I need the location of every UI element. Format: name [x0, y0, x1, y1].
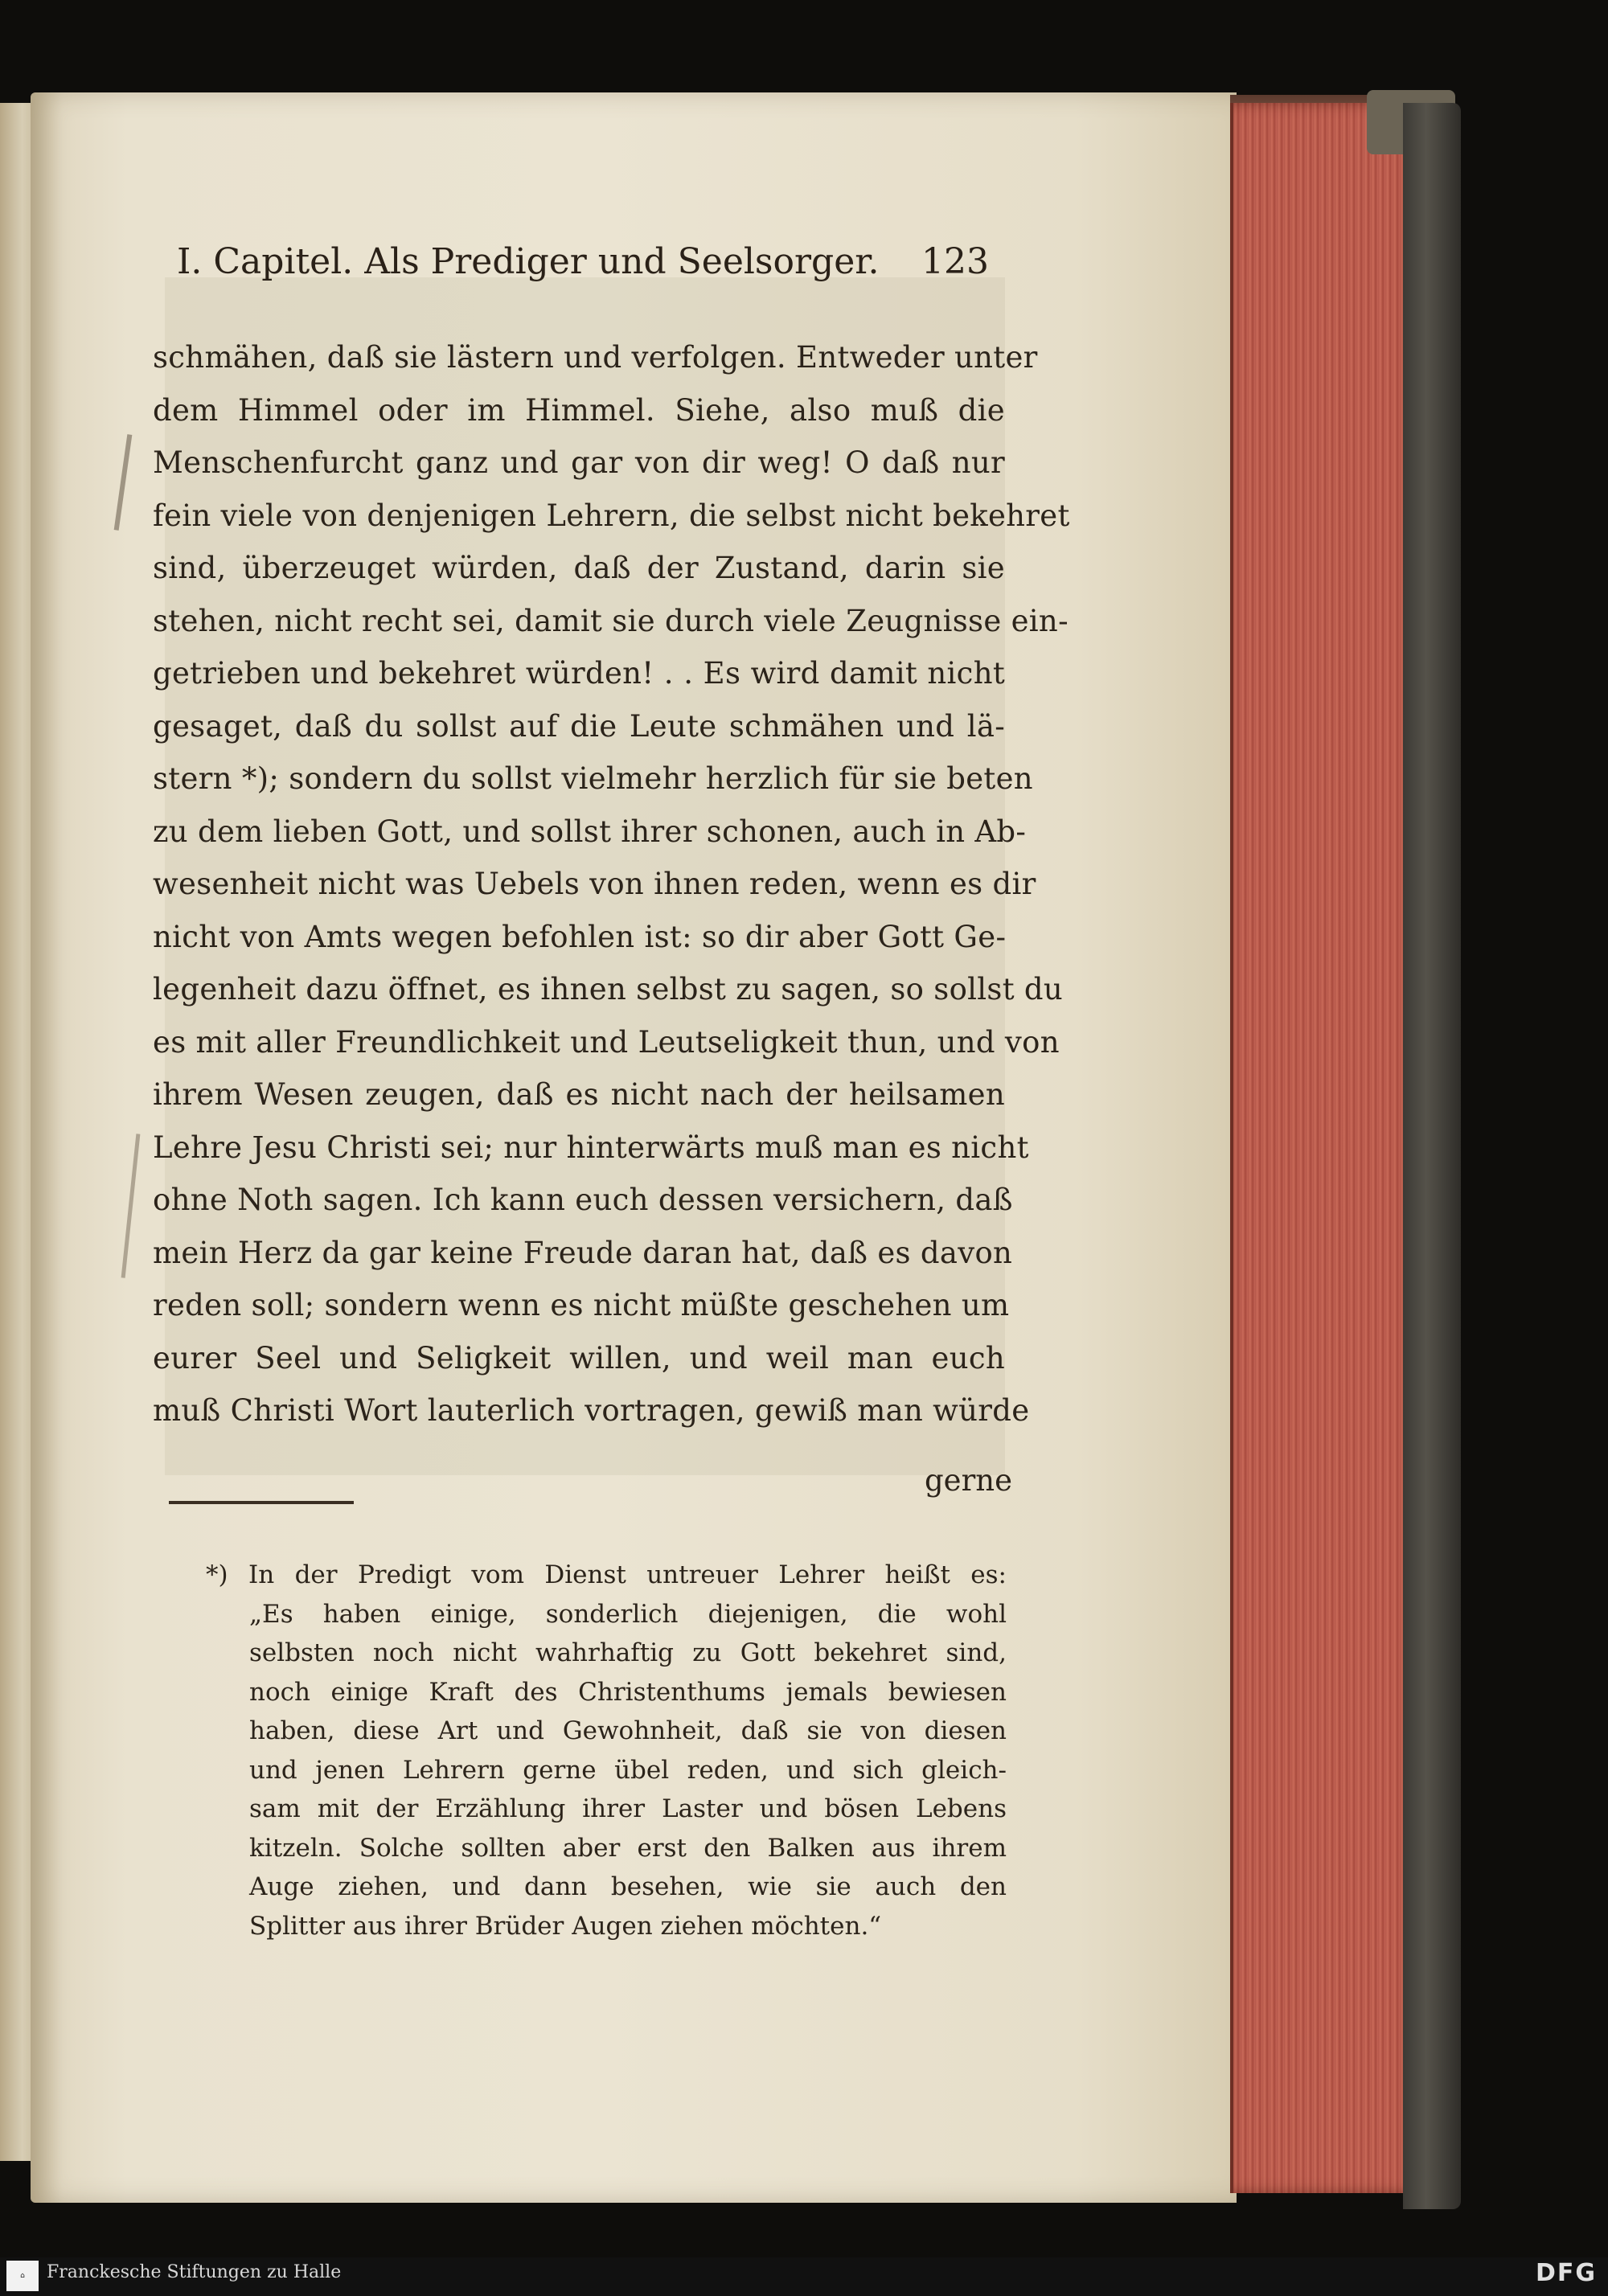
body-line: Menschenfurcht ganz und gar von dir weg! O daß nur — [153, 445, 1005, 480]
body-line: ihrem Wesen zeugen, daß es nicht nach der heilsamen — [153, 1077, 1005, 1112]
footnote-line: *) In der Predigt vom Dienst untreuer Lehrer heißt es: — [206, 1560, 1007, 1589]
footnote-line: „Es haben einige, sonderlich diejenigen, die wohl — [249, 1599, 1007, 1629]
footnote-line: haben, diese Art und Gewohnheit, daß sie von diesen — [249, 1716, 1007, 1745]
body-line: getrieben und bekehret würden! . . Es wird damit nicht — [153, 656, 1005, 691]
body-line: Lehre Jesu Christi sei; nur hinterwärts muß man es nicht — [153, 1130, 1029, 1165]
body-line: ohne Noth sagen. Ich kann euch dessen versichern, daß — [153, 1183, 1013, 1217]
red-fore-edge — [1230, 103, 1418, 2193]
body-line: fein viele von denjenigen Lehrern, die selbst nicht bekehret — [153, 498, 1070, 533]
body-line: es mit aller Freundlichkeit und Leutseligkeit thun, und von — [153, 1024, 1060, 1060]
body-line: stehen, nicht recht sei, damit sie durch viele Zeugnisse ein- — [153, 603, 1069, 638]
footnote-line: selbsten noch nicht wahrhaftig zu Gott bekehret sind, — [249, 1638, 1007, 1667]
footnote-line: Splitter aus ihrer Brüder Augen ziehen möchten.“ — [249, 1911, 882, 1941]
running-header — [161, 241, 997, 293]
body-line: eurer Seel und Seligkeit willen, und weil man euch — [153, 1340, 1005, 1376]
body-line: sind, überzeuget würden, daß der Zustand, darin sie — [153, 551, 1005, 585]
footnote-line: sam mit der Erzählung ihrer Laster und bösen Lebens — [249, 1794, 1007, 1823]
page-number: 123 — [921, 241, 989, 282]
body-line: reden soll; sondern wenn es nicht müßte geschehen um — [153, 1288, 1010, 1322]
footnote-line: und jenen Lehrern gerne übel reden, und sich gleich- — [249, 1755, 1007, 1785]
footnote-line: kitzeln. Solche sollten aber erst den Balken aus ihrem — [249, 1833, 1007, 1863]
footnote-line: Auge ziehen, und dann besehen, wie sie auch den — [249, 1872, 1007, 1901]
footnote — [206, 1556, 1007, 1945]
institution-logo-icon: ⌂ — [6, 2261, 39, 2291]
body-line: legenheit dazu öffnet, es ihnen selbst zu sagen, so sollst du — [153, 972, 1064, 1007]
body-line: wesenheit nicht was Uebels von ihnen reden, wenn es dir — [153, 867, 1036, 901]
body-line: gesaget, daß du sollst auf die Leute schmähen und lä- — [153, 708, 1005, 744]
body-line: stern *); sondern du sollst vielmehr herzlich für sie beten — [153, 761, 1033, 796]
body-line: mein Herz da gar keine Freude daran hat, daß es davon — [153, 1235, 1013, 1270]
body-line: muß Christi Wort lauterlich vortragen, gewiß man würde — [153, 1393, 1030, 1428]
dfg-logo: DFG — [1535, 2259, 1597, 2287]
body-text — [153, 331, 1070, 1437]
institution-name: Franckesche Stiftungen zu Halle — [47, 2262, 342, 2282]
body-line: zu dem lieben Gott, und sollst ihrer schonen, auch in Ab- — [153, 814, 1027, 849]
body-line: schmähen, daß sie lästern und verfolgen. Entweder unter — [153, 340, 1038, 375]
body-line: nicht von Amts wegen befohlen ist: so dir aber Gott Ge- — [153, 919, 1007, 954]
body-line: dem Himmel oder im Himmel. Siehe, also muß die — [153, 392, 1005, 428]
catchword: gerne — [925, 1463, 1012, 1498]
book-cover-board — [1403, 103, 1461, 2209]
footnote-rule — [169, 1501, 354, 1504]
running-title: I. Capitel. Als Prediger und Seelsorger. — [177, 241, 880, 282]
footnote-line: noch einige Kraft des Christenthums jemals bewiesen — [249, 1677, 1007, 1707]
